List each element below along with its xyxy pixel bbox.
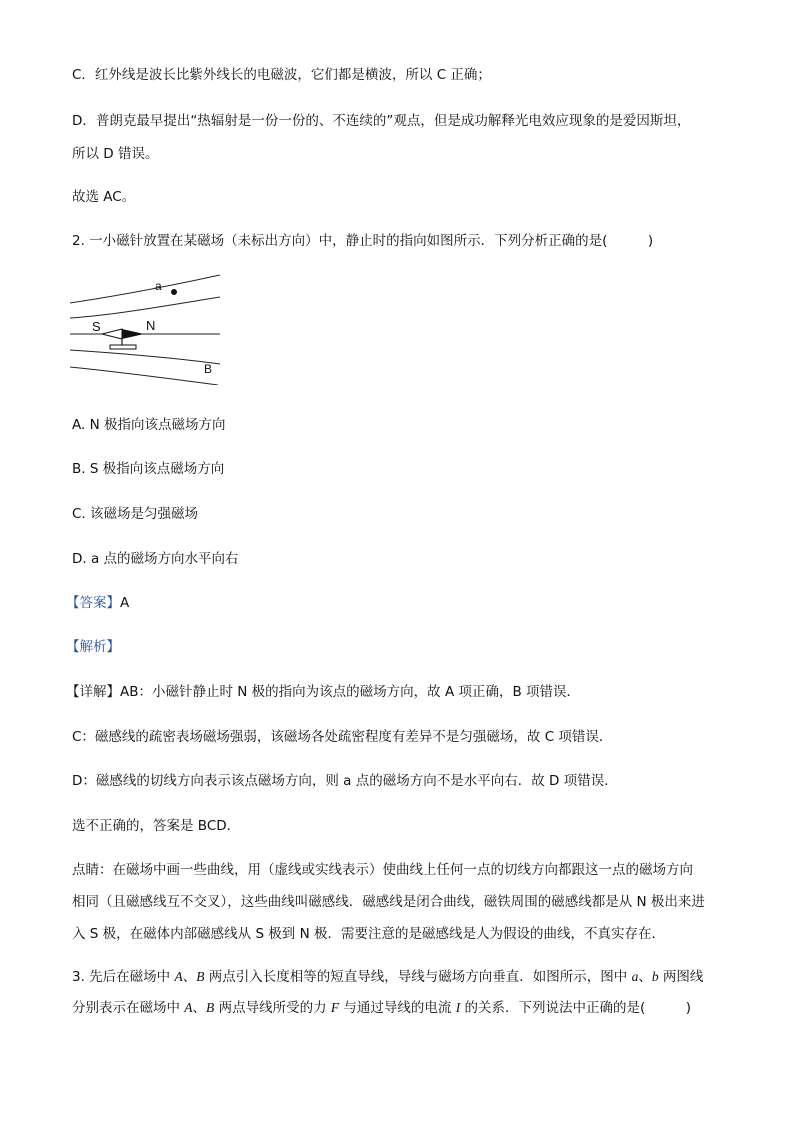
q3-text: 3. 先后在磁场中 xyxy=(72,969,175,985)
q3-text: 、 xyxy=(182,969,197,985)
field-line-1 xyxy=(70,275,220,303)
q3-text: 、 xyxy=(638,969,652,985)
q2-option-a: A. N 极指向该点磁场方向 xyxy=(72,417,226,433)
line-d-prev-1: D．普朗克最早提出“热辐射是一份一份的、不连续的”观点，但是成功解释光电效应现象的是爱因斯坦， xyxy=(72,113,691,129)
q3-text: 两图线 xyxy=(658,969,704,985)
detail-ab: AB：小磁针静止时 N 极的指向为该点的磁场方向，故 A 项正确，B 项错误． xyxy=(120,684,581,700)
compass-s-half xyxy=(102,329,122,339)
q3-text: 分别表示在磁场中 xyxy=(72,1000,185,1016)
q3-force-f: F xyxy=(330,1000,340,1015)
label-b: B xyxy=(204,362,213,376)
line-choose-prev: 故选 AC。 xyxy=(72,189,136,205)
q3-point-b: B xyxy=(196,969,205,984)
answer-line xyxy=(66,594,129,612)
note-line-2: 相同（且磁感线互不交叉），这些曲线叫磁感线．磁感线是闭合曲线，磁铁周围的磁感线都是从 N 极出来进 xyxy=(72,894,705,910)
note-line-3: 入 S 极，在磁体内部磁感线从 S 极到 N 极．需要注意的是磁感线是人为假设的曲线，不真实存在． xyxy=(72,926,665,942)
analysis-tag: 【解析】 xyxy=(66,639,120,655)
q3-graph-b: b xyxy=(651,969,659,984)
q2-option-b: B. S 极指向该点磁场方向 xyxy=(72,461,225,477)
detail-select: 选不正确的，答案是 BCD． xyxy=(72,818,241,834)
answer-tag: 【答案】 xyxy=(66,595,120,611)
q3-stem-line-1 xyxy=(72,968,703,986)
q3-text: 的关系．下列说法中正确的是( ) xyxy=(460,1000,692,1016)
q2-option-c: C. 该磁场是匀强磁场 xyxy=(72,506,199,522)
label-s: S xyxy=(92,319,101,334)
q3-point-b: B xyxy=(206,1000,215,1015)
answer-value: A xyxy=(120,595,130,611)
q2-option-d: D. a 点的磁场方向水平向右 xyxy=(72,551,239,567)
q3-text: 两点导线所受的力 xyxy=(214,1000,331,1016)
q3-point-a: A xyxy=(174,969,183,984)
detail-c: C：磁感线的疏密表场磁场强弱，该磁场各处疏密程度有差异不是匀强磁场，故 C 项错误． xyxy=(72,729,613,745)
line-c-prev: C．红外线是波长比紫外线长的电磁波，它们都是横波，所以 C 正确； xyxy=(72,67,491,83)
q3-graph-a: a xyxy=(631,969,639,984)
note-line-1: 点睛：在磁场中画一些曲线，用（虚线或实线表示）使曲线上任何一点的切线方向都跟这一点的磁场方向 xyxy=(72,862,693,878)
compass-n-half xyxy=(122,329,144,339)
detail-ab-line xyxy=(66,683,580,701)
label-a: a xyxy=(155,279,162,293)
field-line-4 xyxy=(70,350,220,364)
q3-text: 与通过导线的电流 xyxy=(339,1000,456,1016)
q3-stem-line-2 xyxy=(72,999,691,1017)
label-n: N xyxy=(146,318,156,333)
point-a-dot xyxy=(171,289,177,295)
q3-text: 、 xyxy=(192,1000,207,1016)
compass-base xyxy=(110,345,136,349)
detail-tag: 【详解】 xyxy=(66,684,120,700)
line-d-prev-2: 所以 D 错误。 xyxy=(72,146,159,162)
q3-text: 两点引入长度相等的短直导线，导线与磁场方向垂直．如图所示，图中 xyxy=(204,969,632,985)
field-line-2 xyxy=(70,297,220,318)
q2-stem: 2. 一小磁针放置在某磁场（未标出方向）中，静止时的指向如图所示．下列分析正确的是( ) xyxy=(72,233,654,249)
q3-point-a: A xyxy=(184,1000,193,1015)
magnetic-field-figure xyxy=(70,273,220,385)
q3-current-i: I xyxy=(455,1000,461,1015)
field-line-5 xyxy=(70,367,218,385)
detail-d: D：磁感线的切线方向表示该点磁场方向，则 a 点的磁场方向不是水平向右．故 D 项错误． xyxy=(72,773,618,789)
